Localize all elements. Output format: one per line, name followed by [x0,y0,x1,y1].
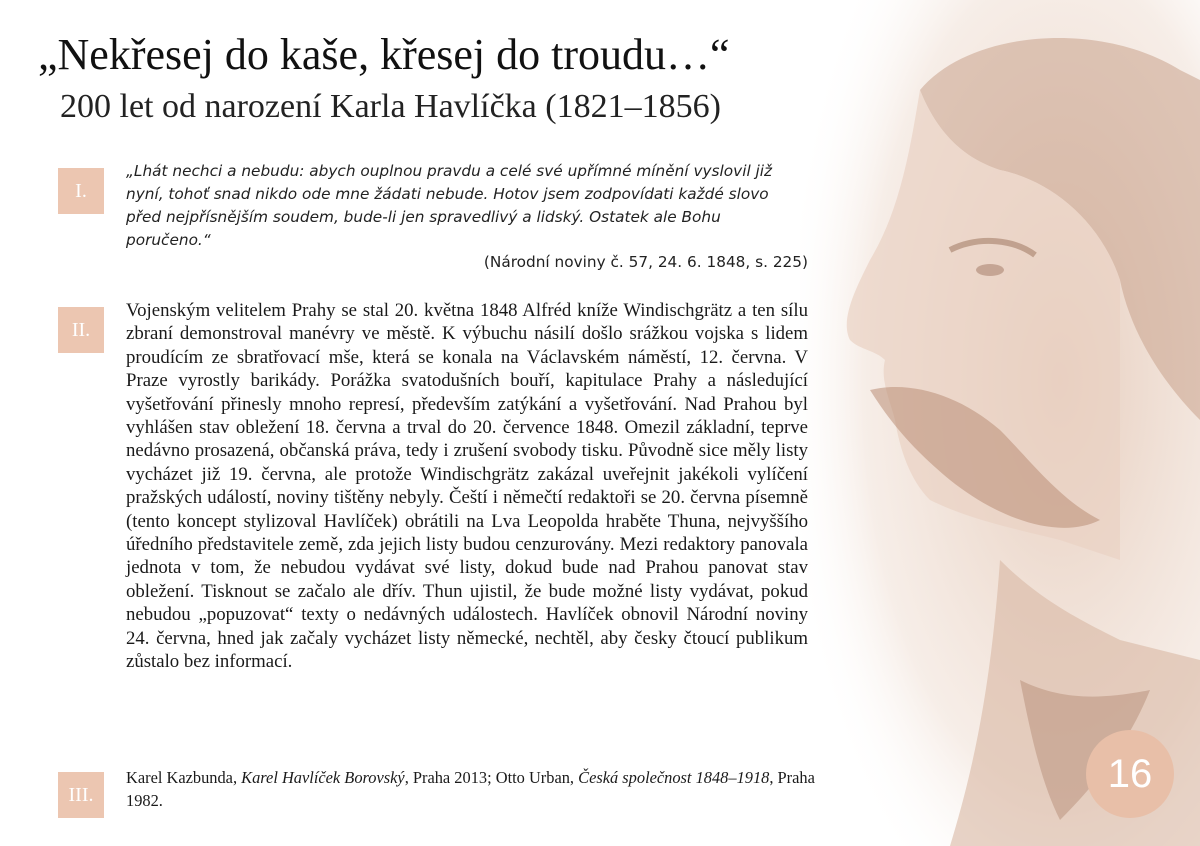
ref-title-1: Karel Havlíček Borovský [241,768,405,787]
ref-after-1: , Praha 2013; Otto Urban, [404,768,579,787]
ref-after-2: , Praha 1982. [126,768,815,810]
page-subtitle: 200 let od narození Karla Havlíčka (1821–1856) [60,88,721,125]
ref-title-2: Česká společnost 1848–1918 [578,768,770,787]
quote-citation: (Národní noviny č. 57, 24. 6. 1848, s. 225) [483,253,808,271]
section-marker-3: III. [58,772,104,818]
page-title: „Nekřesej do kaše, křesej do troudu…“ [38,30,730,79]
portrait-engraving-icon [800,0,1200,846]
references [126,766,816,812]
quote-text: „Lhát nechci a nebudu: abych ouplnou pravdu a celé své upřímné mínění vyslovil již nyní, tohoť snad nikdo ode mne žádati nebude. Hotov jsem zodpovídati každé slovo před nejpřísnějším soudem, bude-li jen spravedlivý a lidský. Ostatek ale Bohu poručeno.“ [126,162,773,249]
ref-author-1: Karel Kazbunda, [126,768,242,787]
page-number-badge: 16 [1086,730,1174,818]
section-marker-1: I. [58,168,104,214]
section-marker-2: II. [58,307,104,353]
section-body-text: Vojenským velitelem Prahy se stal 20. května 1848 Alfréd kníže Windischgrätz a ten sílu zbraní demonstroval manévry ve městě. K výbuchu násilí došlo srážkou vojska s lidem proudícím ze sbratřovací mše, která se konala na Václavském náměstí, 12. června. V Praze vyrostly barikády. Porážka svatodušních bouří, kapitulace Prahy a následující vyšetřování přinesly mnoho represí, především zatýkání a vyšetřování. Nad Prahou byl vyhlášen stav obležení 18. června a trval do 20. července 1848. Omezil základní, teprve nedávno prosazená, občanská práva, tedy i zrušení svobody tisku. Původně sice měly listy vycházet již 19. června, ale protože Windischgrätz zakázal uveřejnit jakékoli vylíčení pražských událostí, noviny tištěny nebyly. Čeští i němečtí redaktoři se 20. června písemně (tento koncept stylizoval Havlíček) obrátili na Lva Leopolda hraběte Thuna, nejvyššího úředního představitele země, zda jejich listy budou cenzurovány. Mezi redaktory panovala jednota v tom, že nebudou vydávat své listy, dokud bude nad Prahou panovat stav obležení. Tisknout se začalo ale dřív. Thun ujistil, že bude možné listy vydávat, pokud nebudou „popuzovat“ texty o nedávných událostech. Havlíček obnovil Národní noviny 24. června, hned jak začaly vycházet listy německé, nechtěl, aby česky čtoucí publikum zůstalo bez informací. [126,300,808,673]
